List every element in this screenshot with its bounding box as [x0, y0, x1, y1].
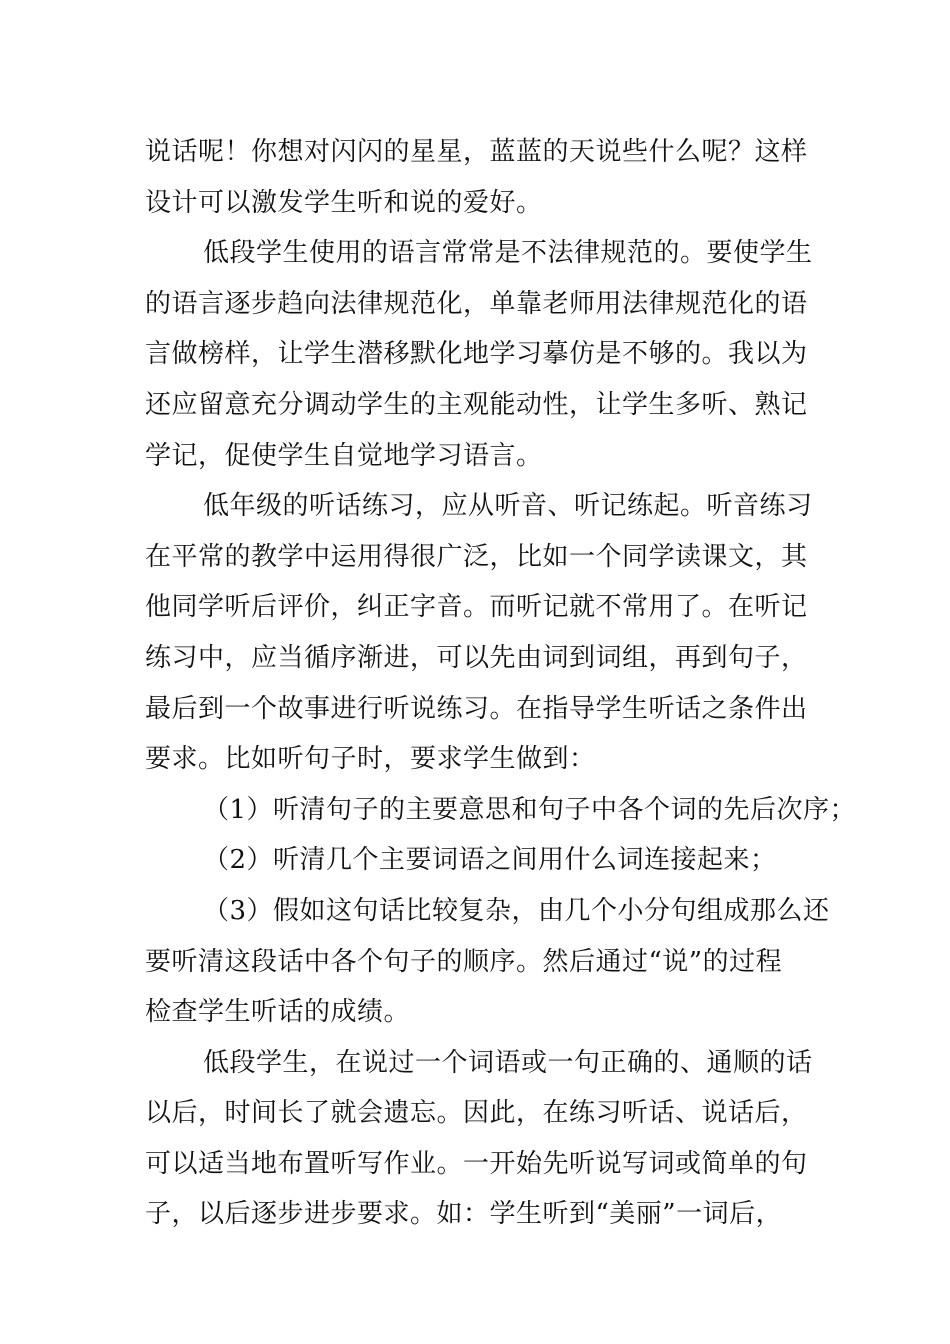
text-line: 子，以后逐步进步要求。如：学生听到“美丽”一词后， [145, 1199, 783, 1230]
text-line: 练习中，应当循序渐进，可以先由词到词组，再到句子， [145, 642, 808, 673]
body-text [145, 127, 857, 1240]
text-line: 最后到一个故事进行听说练习。在指导学生听话之条件出 [145, 693, 808, 724]
text-line: 要求。比如听句子时，要求学生做到： [145, 744, 596, 775]
text-line: 低段学生使用的语言常常是不法律规范的。要使学生 [203, 238, 813, 269]
text-line: 以后，时间长了就会遗忘。因此，在练习听话、说话后， [145, 1098, 808, 1129]
text-line: 学记，促使学生自觉地学习语言。 [145, 440, 543, 471]
text-line: 的语言逐步趋向法律规范化，单靠老师用法律规范化的语 [145, 288, 808, 319]
text-line: 低年级的听话练习，应从听音、听记练起。听音练习 [203, 491, 813, 522]
text-line: 设计可以激发学生听和说的爱好。 [145, 187, 543, 218]
text-line: （2）听清几个主要词语之间用什么词连接起来； [203, 845, 777, 876]
text-line: 可以适当地布置听写作业。一开始先听说写词或简单的句 [145, 1148, 808, 1179]
text-line: 在平常的教学中运用得很广泛，比如一个同学读课文，其 [145, 541, 808, 572]
text-line: 还应留意充分调动学生的主观能动性，让学生多听、熟记 [145, 389, 808, 420]
text-line: （1）听清句子的主要意思和句子中各个词的先后次序； [203, 794, 857, 825]
text-line: 他同学听后评价，纠正字音。而听记就不常用了。在听记 [145, 592, 808, 623]
text-line: 低段学生，在说过一个词语或一句正确的、通顺的话 [203, 1047, 813, 1078]
text-line: （3）假如这句话比较复杂，由几个小分句组成那么还 [203, 895, 830, 926]
text-line: 要听清这段话中各个句子的顺序。然后通过“说”的过程 [145, 946, 783, 977]
text-line: 言做榜样，让学生潜移默化地学习摹仿是不够的。我以为 [145, 339, 808, 370]
text-line: 检查学生听话的成绩。 [145, 997, 411, 1028]
text-line: 说话呢！你想对闪闪的星星，蓝蓝的天说些什么呢？这样 [145, 137, 808, 167]
